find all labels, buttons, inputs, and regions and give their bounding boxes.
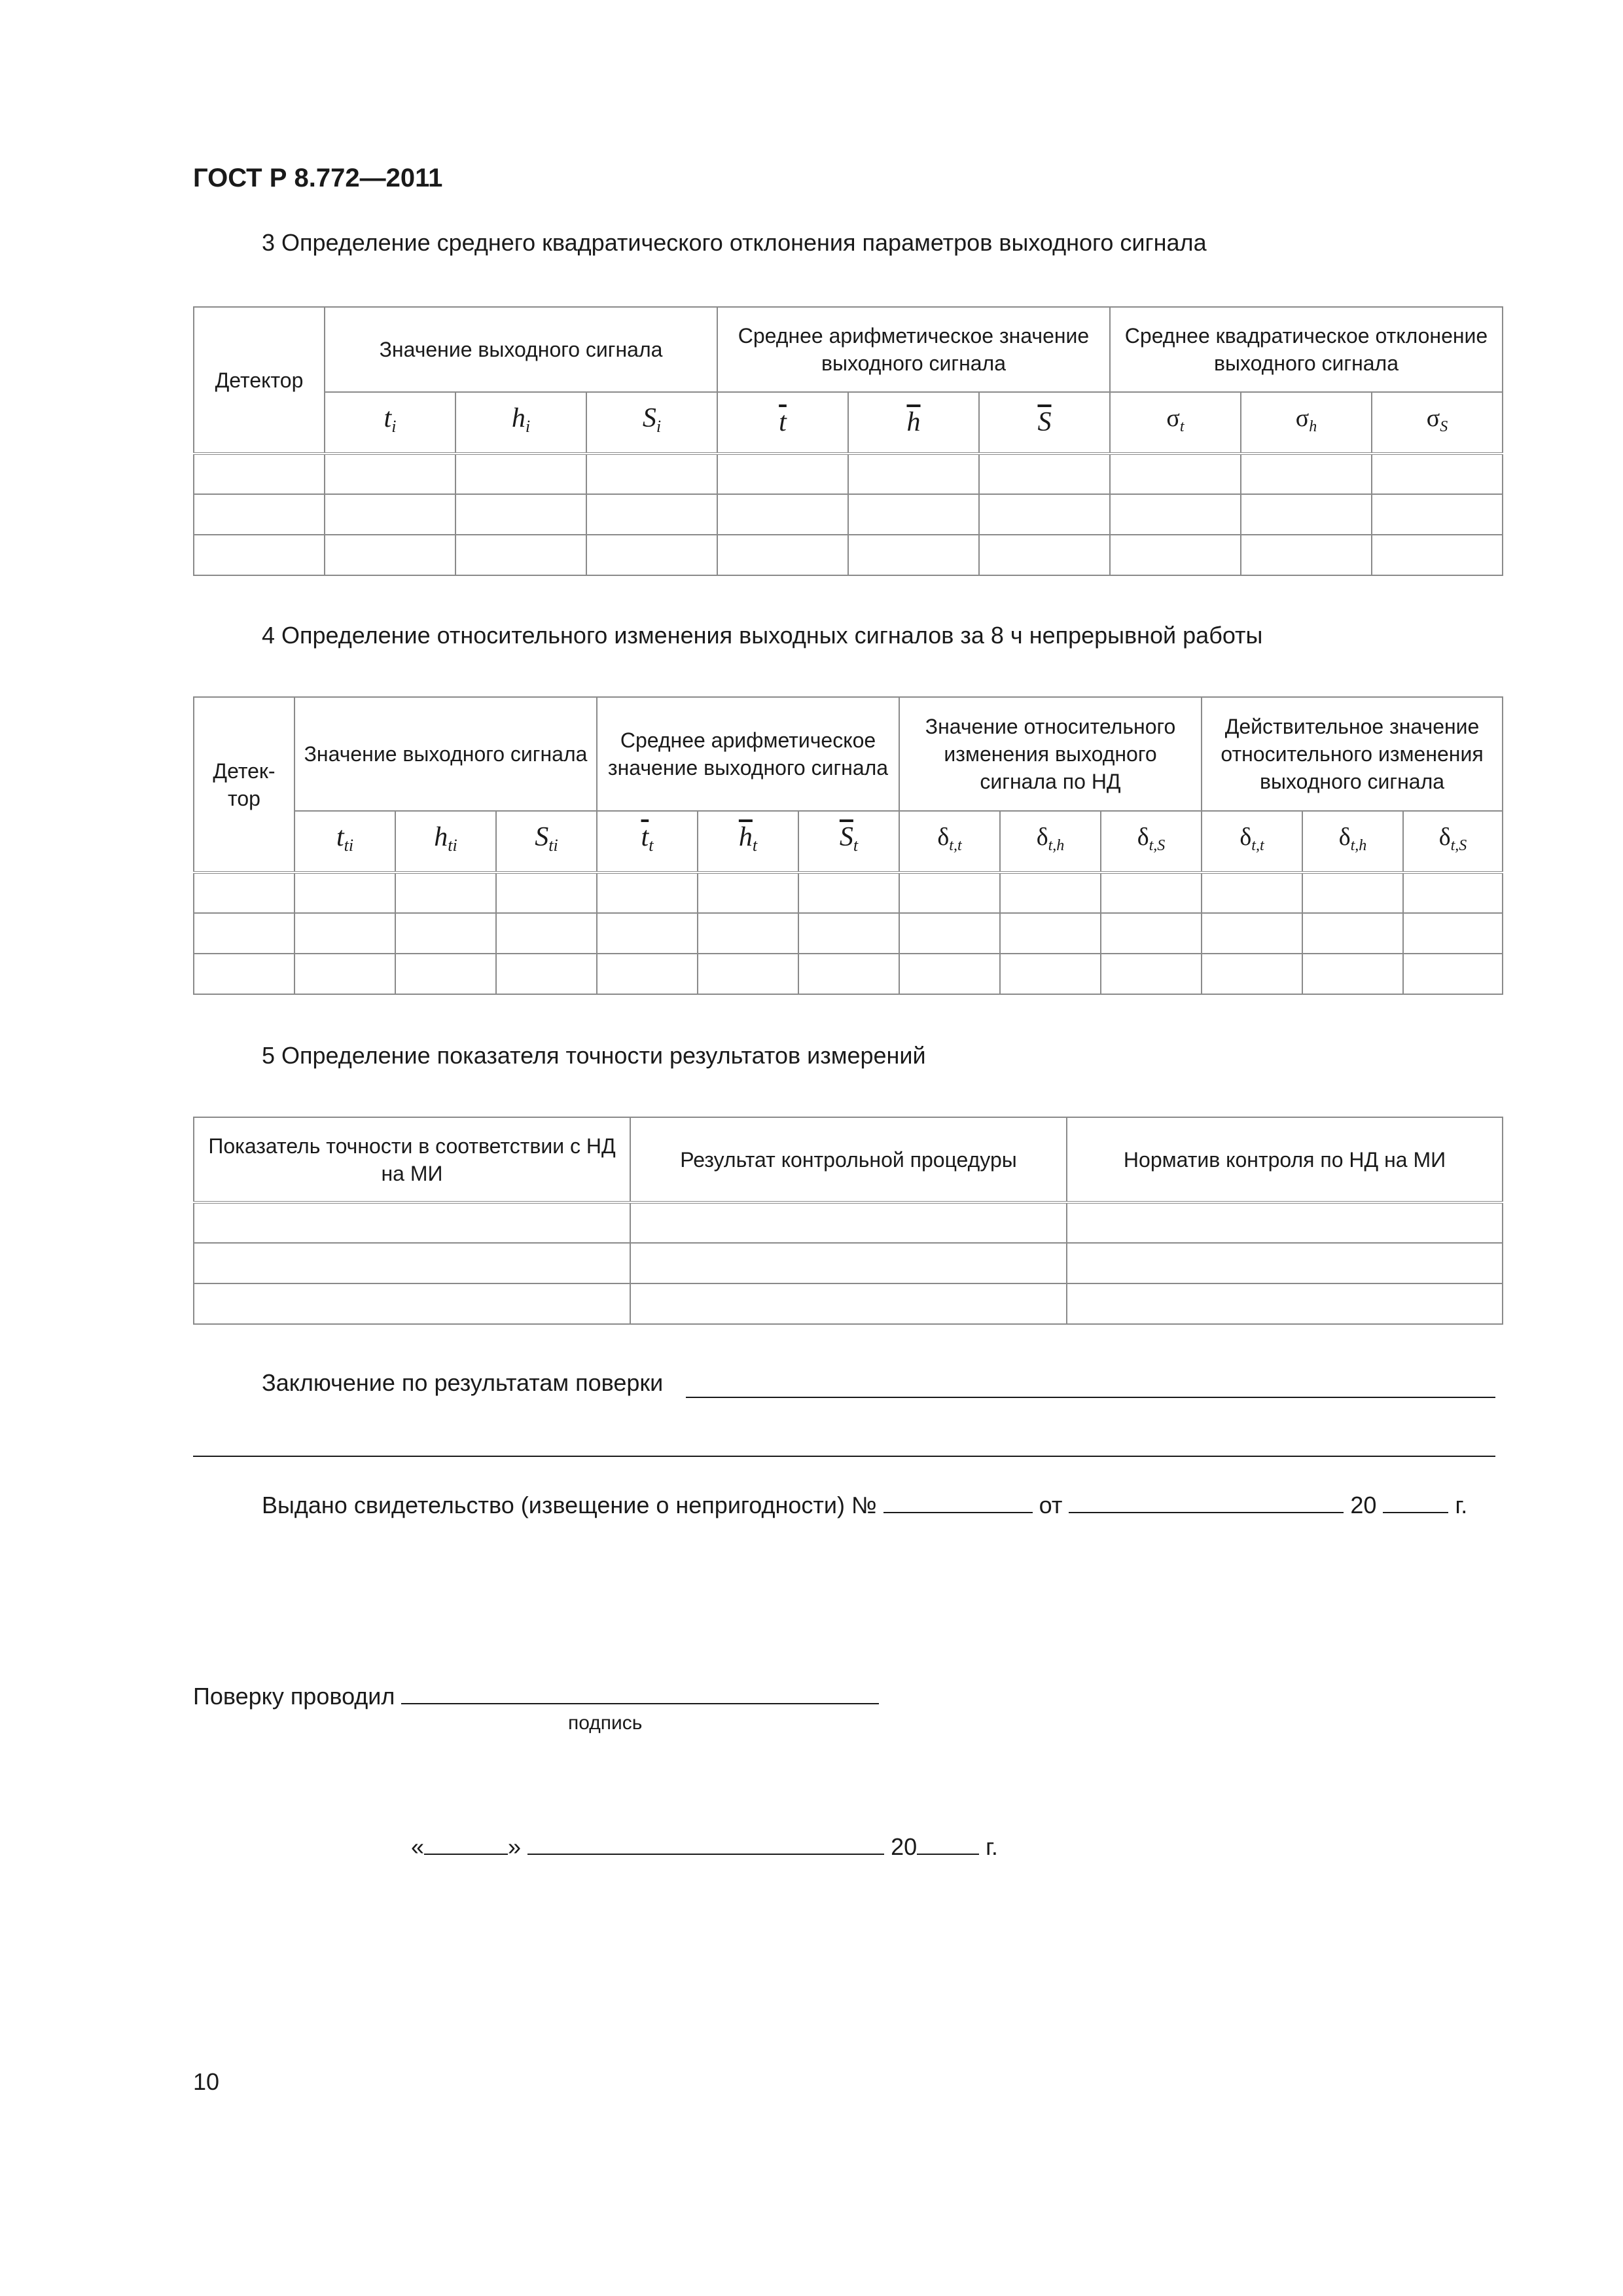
cell <box>979 535 1110 575</box>
cell <box>1403 872 1503 913</box>
cell <box>1000 913 1101 954</box>
cell <box>630 1243 1067 1283</box>
verifier-label: Поверку проводил <box>193 1683 395 1710</box>
cell <box>899 913 1000 954</box>
table-row <box>194 1243 1503 1283</box>
cell <box>325 454 455 494</box>
cell <box>1241 494 1372 535</box>
cell <box>294 913 395 954</box>
header-mean-value: Среднее арифметическое значение выходного сигнала <box>717 307 1110 392</box>
cell <box>294 954 395 994</box>
signature-caption: подпись <box>568 1712 643 1734</box>
cell <box>1101 954 1202 994</box>
cell <box>1067 1243 1503 1283</box>
cell <box>194 535 325 575</box>
table-row <box>194 1283 1503 1324</box>
cell <box>1403 913 1503 954</box>
cell <box>698 872 798 913</box>
cell <box>798 913 899 954</box>
cell <box>848 454 979 494</box>
symbol-h-i: $h_i$ <box>455 392 586 454</box>
symbol-delta-ts-actual: $\delta_{t,S}$ <box>1403 811 1503 872</box>
cell <box>698 913 798 954</box>
cell <box>597 954 698 994</box>
cell <box>496 872 597 913</box>
cell <box>717 494 848 535</box>
verifier-signature-field <box>401 1681 879 1704</box>
verifier-line <box>193 1681 879 1710</box>
header-accuracy-indicator: Показатель точности в соответствии с НД на МИ <box>194 1117 630 1202</box>
cell <box>899 872 1000 913</box>
date-year-prefix: 20 <box>891 1833 918 1860</box>
cell <box>1202 913 1302 954</box>
table-row <box>194 494 1503 535</box>
cell <box>586 454 717 494</box>
certificate-year-prefix: 20 <box>1350 1492 1377 1518</box>
page-number: 10 <box>193 2068 220 2095</box>
header-detector: Детектор <box>194 307 325 454</box>
cell <box>848 494 979 535</box>
cell <box>1000 954 1101 994</box>
cell <box>1110 494 1241 535</box>
symbol-sigma-t: $\sigma_t$ <box>1110 392 1241 454</box>
certificate-number-field <box>883 1490 1033 1513</box>
table-std-deviation <box>193 306 1503 576</box>
conclusion-fill-line-2 <box>193 1456 1495 1457</box>
header-output-value: Значение выходного сигнала <box>325 307 717 392</box>
cell <box>798 872 899 913</box>
header-std-deviation: Среднее квадратическое отклонение выходного сигнала <box>1110 307 1503 392</box>
certificate-year-field <box>1383 1490 1448 1513</box>
symbol-s-mean-t: $\overline{S}_t$ <box>798 811 899 872</box>
cell <box>979 494 1110 535</box>
symbol-delta-ts-nd: $\delta_{t,S}$ <box>1101 811 1202 872</box>
certificate-from-label: от <box>1039 1492 1063 1518</box>
cell <box>1110 535 1241 575</box>
symbol-t-ti: $t_{ti}$ <box>294 811 395 872</box>
cell <box>630 1283 1067 1324</box>
cell <box>798 954 899 994</box>
certificate-line <box>262 1490 1467 1519</box>
header-detector: Детек-тор <box>194 697 294 872</box>
conclusion-label: Заключение по результатам поверки <box>262 1369 664 1396</box>
cell <box>586 494 717 535</box>
symbol-h-mean-t: $\overline{h}_t$ <box>698 811 798 872</box>
symbol-delta-th-actual: $\delta_{t,h}$ <box>1302 811 1403 872</box>
table-row <box>194 1202 1503 1243</box>
conclusion-fill-line <box>686 1397 1495 1398</box>
table-relative-change <box>193 696 1503 995</box>
cell <box>1302 954 1403 994</box>
table-row <box>194 913 1503 954</box>
table-row <box>194 954 1503 994</box>
header-output-value: Значение выходного сигнала <box>294 697 597 811</box>
cell <box>194 494 325 535</box>
cell <box>1202 954 1302 994</box>
cell <box>1101 913 1202 954</box>
cell <box>630 1202 1067 1243</box>
symbol-t-i: $t_i$ <box>325 392 455 454</box>
cell <box>698 954 798 994</box>
cell <box>194 1202 630 1243</box>
cell <box>496 954 597 994</box>
cell <box>325 494 455 535</box>
date-month-field <box>527 1831 884 1855</box>
cell <box>848 535 979 575</box>
date-open-quote: « <box>411 1833 425 1860</box>
symbol-h-ti: $h_{ti}$ <box>395 811 496 872</box>
symbol-sigma-h: $\sigma_h$ <box>1241 392 1372 454</box>
cell <box>194 954 294 994</box>
cell <box>1067 1283 1503 1324</box>
cell <box>194 1283 630 1324</box>
symbol-delta-tt-actual: $\delta_{t,t}$ <box>1202 811 1302 872</box>
cell <box>1101 872 1202 913</box>
cell <box>194 1243 630 1283</box>
cell <box>194 913 294 954</box>
certificate-date-field <box>1069 1490 1344 1513</box>
header-control-norm: Норматив контроля по НД на МИ <box>1067 1117 1503 1202</box>
symbol-s-ti: $S_{ti}$ <box>496 811 597 872</box>
header-mean-value: Среднее арифметическое значение выходного сигнала <box>597 697 899 811</box>
cell <box>717 535 848 575</box>
section-4-title: 4 Определение относительного изменения выходных сигналов за 8 ч непрерывной работы <box>262 622 1263 649</box>
cell <box>979 454 1110 494</box>
header-relative-change-actual: Действительное значение относительного изменения выходного сигнала <box>1202 697 1503 811</box>
date-year-suffix: г. <box>986 1833 998 1860</box>
symbol-delta-tt-nd: $\delta_{t,t}$ <box>899 811 1000 872</box>
cell <box>325 535 455 575</box>
cell <box>1202 872 1302 913</box>
table-row <box>194 535 1503 575</box>
cell <box>455 494 586 535</box>
table-row <box>194 454 1503 494</box>
cell <box>395 913 496 954</box>
cell <box>1403 954 1503 994</box>
cell <box>1372 454 1503 494</box>
header-relative-change-nd: Значение относительного изменения выходного сигнала по НД <box>899 697 1202 811</box>
cell <box>586 535 717 575</box>
cell <box>455 454 586 494</box>
cell <box>1302 872 1403 913</box>
cell <box>1110 454 1241 494</box>
cell <box>395 872 496 913</box>
document-header: ГОСТ Р 8.772—2011 <box>193 164 443 192</box>
cell <box>1302 913 1403 954</box>
cell <box>194 454 325 494</box>
cell <box>1241 535 1372 575</box>
cell <box>597 913 698 954</box>
certificate-label: Выдано свидетельство (извещение о непригодности) № <box>262 1492 877 1518</box>
certificate-year-suffix: г. <box>1455 1492 1468 1518</box>
cell <box>597 872 698 913</box>
header-control-result: Результат контрольной процедуры <box>630 1117 1067 1202</box>
section-3-title: 3 Определение среднего квадратического отклонения параметров выходного сигнала <box>262 229 1207 256</box>
symbol-s-i: $S_i$ <box>586 392 717 454</box>
table-accuracy <box>193 1117 1503 1325</box>
date-close-quote: » <box>508 1833 522 1860</box>
symbol-delta-th-nd: $\delta_{t,h}$ <box>1000 811 1101 872</box>
cell <box>1372 494 1503 535</box>
symbol-t-mean-t: $\overline{t}_t$ <box>597 811 698 872</box>
cell <box>194 872 294 913</box>
cell <box>1000 872 1101 913</box>
date-day-field <box>424 1831 508 1855</box>
symbol-sigma-s: $\sigma_S$ <box>1372 392 1503 454</box>
section-5-title: 5 Определение показателя точности результатов измерений <box>262 1042 926 1069</box>
cell <box>1067 1202 1503 1243</box>
symbol-t-mean: $\overline{t}$ <box>717 392 848 454</box>
cell <box>899 954 1000 994</box>
symbol-s-mean: $\overline{S}$ <box>979 392 1110 454</box>
table-row <box>194 872 1503 913</box>
cell <box>395 954 496 994</box>
cell <box>1241 454 1372 494</box>
cell <box>1372 535 1503 575</box>
cell <box>717 454 848 494</box>
date-line <box>411 1831 998 1861</box>
cell <box>455 535 586 575</box>
cell <box>294 872 395 913</box>
symbol-h-mean: $\overline{h}$ <box>848 392 979 454</box>
date-year-field <box>917 1831 979 1855</box>
cell <box>496 913 597 954</box>
